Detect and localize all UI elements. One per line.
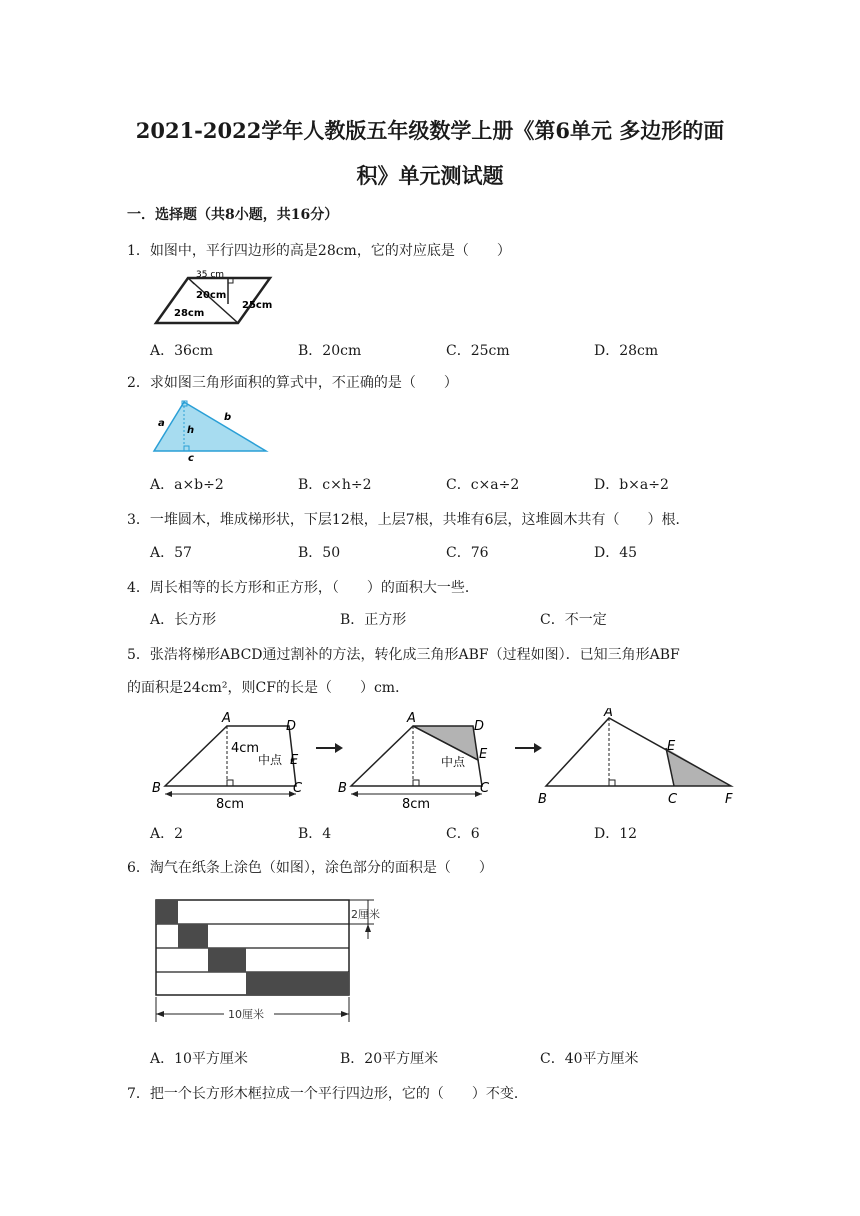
question-3-stem: 3．一堆圆木，堆成梯形状，下层12根，上层7根，共堆有6层，这堆圆木共有（ ）根．	[127, 512, 690, 528]
q2-label-a: a	[158, 418, 165, 429]
question-1-stem: 1．如图中，平行四边形的高是28cm，它的对应底是（ ）	[127, 243, 511, 259]
q2-label-c: c	[188, 453, 194, 464]
question-2-stem: 2．求如图三角形面积的算式中，不正确的是（ ）	[127, 375, 458, 391]
question-5-stem-line1: 5．张浩将梯形ABCD通过割补的方法，转化成三角形ABF（过程如图）．已知三角形ABF	[127, 647, 680, 663]
q5-fig1-D: D	[286, 719, 297, 734]
q2-option-d[interactable]: D．b×a÷2	[594, 477, 669, 493]
q5-fig2-D: D	[474, 719, 485, 734]
q5-fig2-midpoint: 中点	[441, 755, 466, 769]
q5-option-b[interactable]: B．4	[298, 826, 332, 842]
q5-fig3-E: E	[667, 739, 676, 754]
q1-option-d[interactable]: D．28cm	[594, 343, 659, 359]
q5-fig3-B: B	[538, 792, 547, 807]
q2-option-a[interactable]: A．a×b÷2	[150, 477, 224, 493]
q1-label-side: 25cm	[242, 300, 273, 311]
q5-fig2-C: C	[480, 781, 490, 796]
q3-option-b[interactable]: B．50	[298, 545, 341, 561]
q1-label-diag: 28cm	[174, 308, 205, 319]
question-2-figure	[152, 398, 270, 464]
q5-fig2-base: 8cm	[402, 797, 431, 812]
q5-option-a[interactable]: A．2	[150, 826, 184, 842]
q1-option-a[interactable]: A．36cm	[150, 343, 214, 359]
q5-option-d[interactable]: D．12	[594, 826, 638, 842]
document-title-line1: 2021-2022学年人教版五年级数学上册《第6单元 多边形的面	[135, 118, 725, 143]
q2-label-h: h	[187, 425, 195, 436]
q5-option-c[interactable]: C．6	[446, 826, 480, 842]
q6-option-c[interactable]: C．40平方厘米	[540, 1051, 639, 1067]
question-5-stem-line2: 的面积是24cm²，则CF的长是（ ）cm．	[127, 680, 410, 696]
q5-fig2-E: E	[479, 747, 488, 762]
q6-label-width: 10厘米	[228, 1008, 264, 1021]
q2-option-c[interactable]: C．c×a÷2	[446, 477, 520, 493]
q5-fig2-B: B	[338, 781, 347, 796]
q3-option-a[interactable]: A．57	[150, 545, 192, 561]
q3-option-c[interactable]: C．76	[446, 545, 489, 561]
q5-fig1-E: E	[290, 753, 299, 768]
q1-label-height: 20cm	[196, 290, 227, 301]
question-5-figure	[148, 708, 748, 813]
q3-option-d[interactable]: D．45	[594, 545, 638, 561]
q5-fig3-A: A	[604, 708, 613, 720]
question-6-stem: 6．淘气在纸条上涂色（如图），涂色部分的面积是（ ）	[127, 860, 493, 876]
q5-fig1-base: 8cm	[216, 797, 245, 812]
q5-fig3-F: F	[725, 792, 733, 807]
question-6-figure	[148, 892, 393, 1030]
q6-option-b[interactable]: B．20平方厘米	[340, 1051, 439, 1067]
q5-fig1-A: A	[222, 711, 231, 726]
q2-option-b[interactable]: B．c×h÷2	[298, 477, 372, 493]
q5-fig1-height: 4cm	[231, 741, 260, 756]
q1-label-top: 35 cm	[196, 270, 225, 280]
q6-option-a[interactable]: A．10平方厘米	[150, 1051, 248, 1067]
q1-option-c[interactable]: C．25cm	[446, 343, 510, 359]
question-1-figure	[152, 266, 276, 328]
q4-option-c[interactable]: C．不一定	[540, 612, 607, 628]
q6-label-height: 2厘米	[351, 908, 380, 921]
q2-label-b: b	[224, 412, 232, 423]
q1-option-b[interactable]: B．20cm	[298, 343, 362, 359]
q5-fig1-B: B	[152, 781, 161, 796]
q5-fig1-C: C	[293, 781, 303, 796]
q5-fig3-C: C	[668, 792, 678, 807]
question-7-stem: 7．把一个长方形木框拉成一个平行四边形，它的（ ）不变．	[127, 1086, 528, 1102]
question-4-stem: 4．周长相等的长方形和正方形，（ ）的面积大一些．	[127, 580, 479, 596]
document-title-line2: 积》单元测试题	[356, 163, 504, 188]
section-heading: 一．选择题（共8小题，共16分）	[127, 207, 339, 223]
q4-option-a[interactable]: A．长方形	[150, 612, 217, 628]
q5-fig2-A: A	[407, 711, 416, 726]
q4-option-b[interactable]: B．正方形	[340, 612, 407, 628]
q5-fig1-midpoint: 中点	[258, 753, 283, 767]
